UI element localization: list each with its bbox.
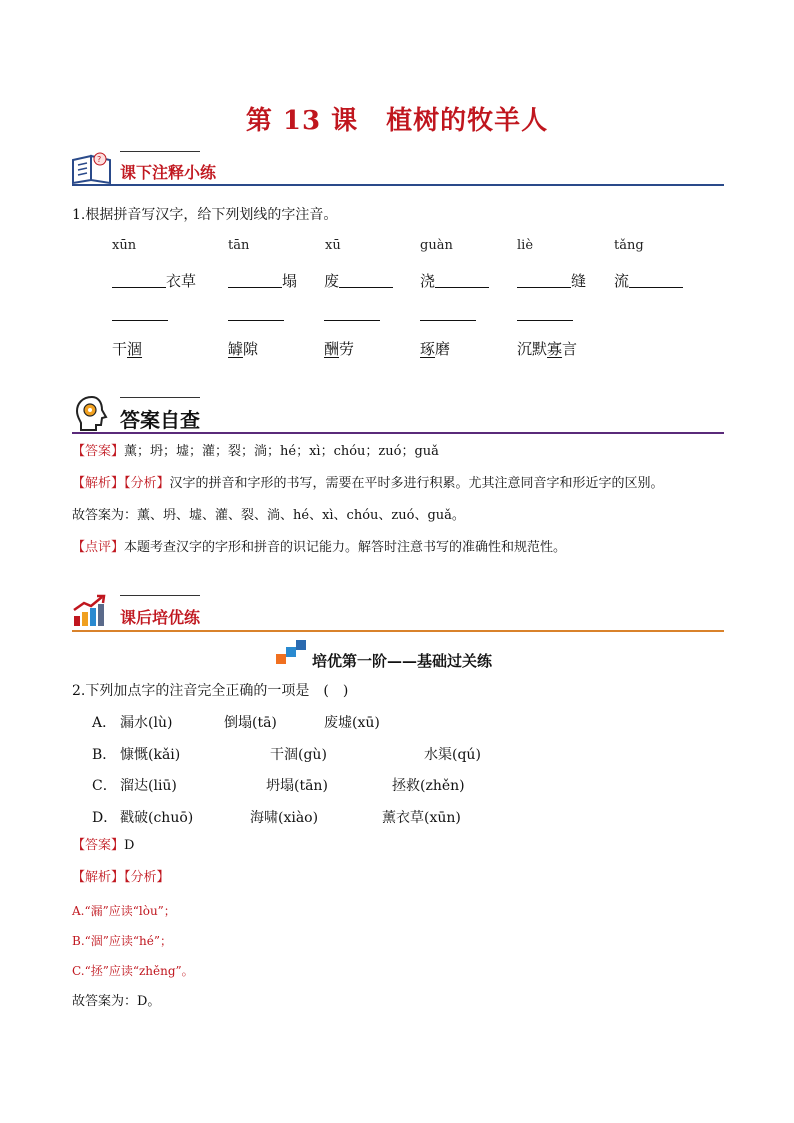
section-top-rule <box>120 151 200 152</box>
pinyin-6: tǎng <box>614 238 644 253</box>
lesson-name: 植树的牧羊人 <box>386 106 549 136</box>
answer-line: 【答案】薰；坍；墟；灌；裂；淌；hé；xì；chóu；zuó；guǎ <box>72 444 439 459</box>
pinyin-5: liè <box>517 238 534 253</box>
answer-blank[interactable] <box>228 273 282 288</box>
option-b-item-2: 干涸(gù) <box>270 747 327 763</box>
section-label: 答案自查 <box>120 408 200 432</box>
option-c-item-2: 坍塌(tān) <box>266 778 328 794</box>
option-d-item-3: 薰衣草(xūn) <box>382 810 461 826</box>
option-a-item-3: 废墟(xū) <box>324 715 380 731</box>
conclusion-line: 故答案为：D。 <box>72 994 161 1009</box>
option-c-item-1: 溜达(liū) <box>120 778 177 794</box>
section-label: 课下注释小练 <box>120 163 217 182</box>
section-top-rule <box>120 595 200 596</box>
underlined-word-4: 琢磨 <box>420 340 451 358</box>
option-b-item-3: 水渠(qú) <box>424 747 481 763</box>
answer-blank[interactable] <box>435 273 489 288</box>
pinyin-2: tān <box>228 238 250 253</box>
option-a-item-1: 漏水(lù) <box>120 715 173 731</box>
option-a[interactable]: A． <box>92 715 117 731</box>
pinyin-1: xūn <box>112 238 137 253</box>
pinyin-blank-2[interactable] <box>228 306 284 321</box>
fill-word-1: 衣草 <box>112 270 196 291</box>
pinyin-3: xū <box>325 238 341 253</box>
analysis-line: 【解析】【分析】汉字的拼音和字形的书写，需要在平时多进行积累。尤其注意同音字和形近字的区别。 <box>72 476 664 491</box>
growth-chart-icon <box>72 594 108 628</box>
page-title <box>0 100 794 137</box>
answer-line: 【答案】D <box>72 838 135 853</box>
section-rule <box>72 630 724 632</box>
analysis-tag: 【解析】【分析】 <box>72 870 170 885</box>
option-d-item-2: 海啸(xiào) <box>250 810 319 826</box>
underlined-word-1: 干涸 <box>112 340 143 358</box>
answer-blank[interactable] <box>339 273 393 288</box>
sub-title: 培优第一阶——基础过关练 <box>312 652 493 670</box>
analysis-line-b: B.“涸”应读“hé”； <box>72 934 173 948</box>
pinyin-4: guàn <box>420 238 453 253</box>
section-top-rule <box>120 397 200 398</box>
option-b-item-1: 慷慨(kǎi) <box>120 747 181 763</box>
underlined-word-2: 罅隙 <box>228 340 259 358</box>
fill-word-3: 废 <box>324 270 393 291</box>
head-gear-icon <box>72 393 112 433</box>
option-c[interactable]: C． <box>92 778 117 794</box>
question-stem: 2.下列加点字的注音完全正确的一项是 ( ) <box>72 683 349 699</box>
pinyin-blank-4[interactable] <box>420 306 476 321</box>
pinyin-blank-1[interactable] <box>112 306 168 321</box>
underlined-word-3: 酬劳 <box>324 340 355 358</box>
fill-word-4: 浇 <box>420 270 489 291</box>
fill-word-5: 缝 <box>517 270 586 291</box>
answer-blank[interactable] <box>629 273 683 288</box>
underlined-word-5: 沉默寡言 <box>517 340 578 358</box>
option-d[interactable]: D． <box>92 810 118 826</box>
option-c-item-3: 拯救(zhěn) <box>392 778 465 794</box>
analysis-line-a: A.“漏”应读“lòu”； <box>72 904 176 918</box>
analysis-line-c: C.“拯”应读“zhěng”。 <box>72 964 194 978</box>
section-rule <box>72 184 724 186</box>
option-d-item-1: 戳破(chuō) <box>120 810 194 826</box>
answer-blank[interactable] <box>517 273 571 288</box>
fill-word-2: 塌 <box>228 270 297 291</box>
pinyin-blank-5[interactable] <box>517 306 573 321</box>
option-b[interactable]: B． <box>92 747 117 763</box>
option-a-item-2: 倒塌(tā) <box>224 715 277 731</box>
book-icon <box>70 150 114 186</box>
answer-blank[interactable] <box>112 273 166 288</box>
pinyin-blank-3[interactable] <box>324 306 380 321</box>
lesson-number: 第 13 课 <box>245 106 359 136</box>
fill-word-6: 流 <box>614 270 683 291</box>
question-stem: 1.根据拼音写汉字，给下列划线的字注音。 <box>72 207 338 223</box>
section-rule <box>72 432 724 434</box>
conclusion-line: 故答案为：薰、坍、墟、灌、裂、淌、hé、xì、chóu、zuó、guǎ。 <box>72 508 465 523</box>
svg-text:?: ? <box>97 155 102 164</box>
comment-line: 【点评】本题考查汉字的字形和拼音的识记能力。解答时注意书写的准确性和规范性。 <box>72 540 567 555</box>
section-label: 课后培优练 <box>120 608 201 627</box>
stairs-icon <box>276 640 308 666</box>
